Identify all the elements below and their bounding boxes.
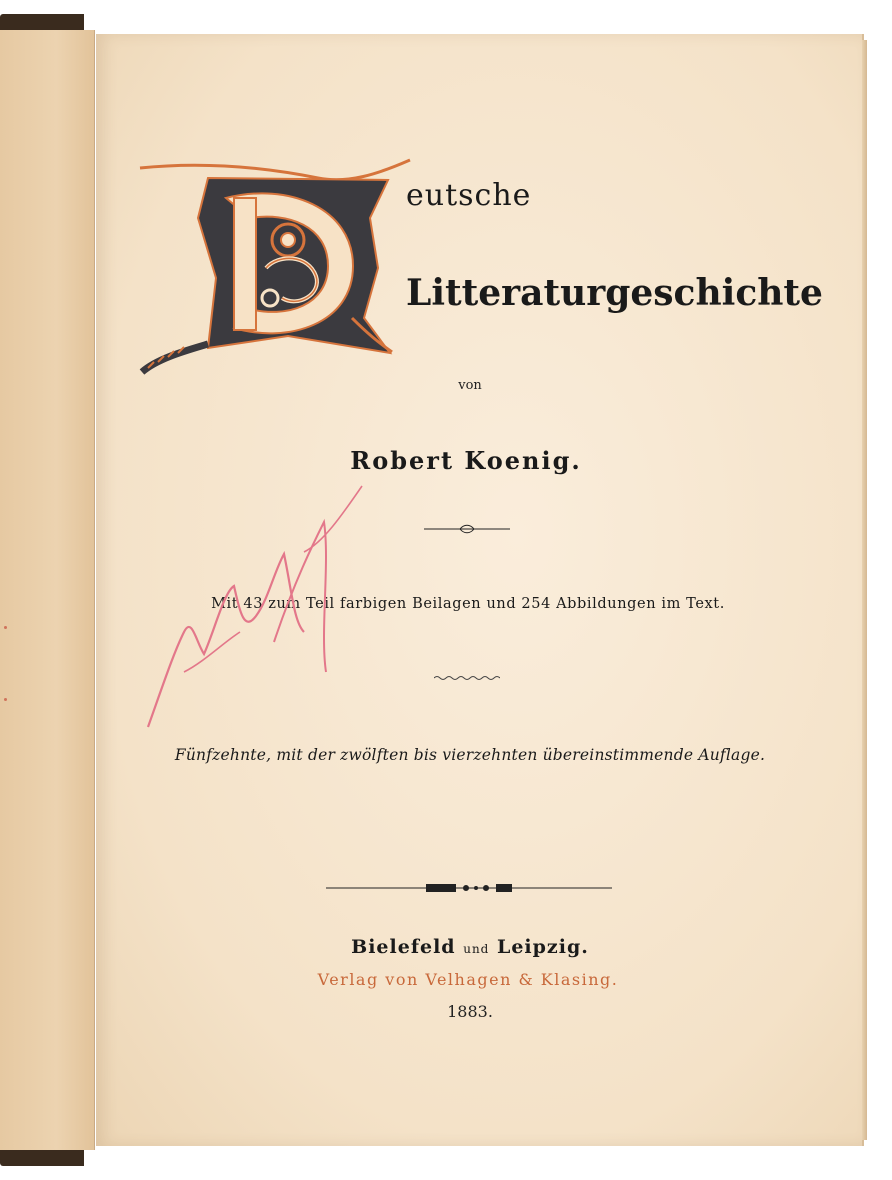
title-line-2: Litteraturgeschichte — [406, 272, 823, 314]
place-of-publication — [0, 936, 892, 958]
stain-mark — [4, 698, 7, 701]
illuminated-initial-d-icon — [138, 158, 414, 380]
byline-von: von — [458, 378, 482, 393]
place-bielefeld: Bielefeld — [351, 936, 456, 958]
subtitle-illustrations: Mit 43 zum Teil farbigen Beilagen und 254 Abbildungen im Text. — [211, 596, 725, 612]
publication-year: 1883. — [447, 1002, 493, 1021]
dotted-ornament-icon — [434, 674, 500, 682]
place-leipzig: Leipzig. — [496, 936, 589, 958]
place-und: und — [463, 942, 490, 956]
publisher-line: Verlag von Velhagen & Klasing. — [317, 970, 619, 989]
title-line-1: eutsche — [406, 178, 532, 213]
ornament-rule-icon — [424, 523, 510, 535]
edition-statement: Fünfzehnte, mit der zwölften bis vierzehnten übereinstimmende Auflage. — [174, 746, 766, 764]
author-name: Robert Koenig. — [350, 446, 582, 475]
pencil-signature-icon — [144, 482, 374, 732]
stain-mark — [4, 626, 7, 629]
ornamental-divider-icon — [326, 880, 612, 896]
